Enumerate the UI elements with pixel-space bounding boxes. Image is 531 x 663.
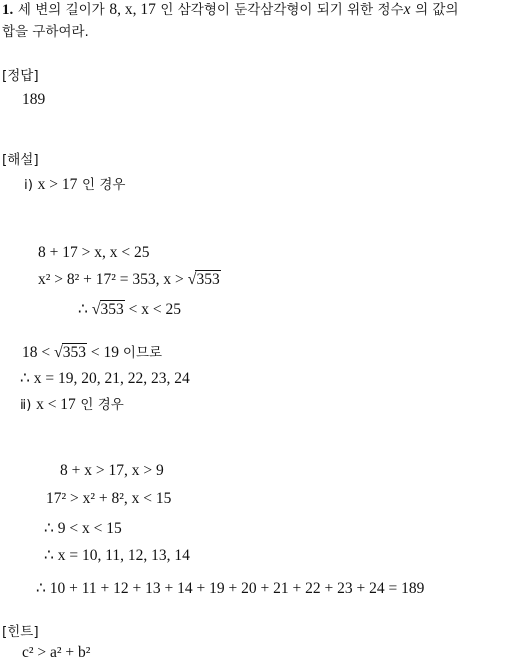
problem-line-1 — [2, 0, 459, 20]
problem-text-2: 인 삼각형이 둔각삼각형이 되기 위한 정수 — [160, 2, 404, 18]
sqrt-symbol: √353 — [54, 344, 87, 361]
case1-eq2 — [38, 270, 221, 290]
sqrt-symbol: √353 — [91, 301, 124, 318]
sqrt-symbol: √353 — [187, 271, 220, 288]
case1-eq3-text: < x < 25 — [128, 301, 182, 318]
range-text: 이므로 — [122, 345, 163, 361]
range-line — [22, 343, 162, 363]
case2-eq2: 17² > x² + 8², x < 15 — [46, 490, 172, 507]
radicand: 353 — [196, 271, 220, 288]
case2-eq1: 8 + x > 17, x > 9 — [60, 462, 164, 479]
therefore-symbol: ∴ — [78, 301, 88, 318]
case1-eq1: 8 + 17 > x, x < 25 — [38, 244, 150, 261]
sum-line: ∴ 10 + 11 + 12 + 13 + 14 + 19 + 20 + 21 + 22 + 23 + 24 = 189 — [36, 580, 425, 597]
problem-sides: 8, x, 17 — [109, 1, 156, 18]
case2-text: 인 경우 — [80, 397, 124, 413]
solution-heading: [해설] — [2, 152, 39, 168]
case1-label: ⅰ) — [24, 177, 34, 193]
case2-label: ⅱ) — [20, 397, 32, 413]
case1-heading — [24, 175, 125, 195]
case1-cond: x > 17 — [37, 176, 78, 193]
range-post: < 19 — [90, 344, 120, 361]
problem-text-3: 의 값의 — [415, 2, 459, 18]
case1-result: ∴ x = 19, 20, 21, 22, 23, 24 — [20, 370, 190, 387]
problem-number: 1. — [2, 2, 14, 18]
answer-heading: [정답] — [2, 68, 39, 84]
hint-formula: c² > a² + b² — [22, 644, 91, 661]
case2-eq3: ∴ 9 < x < 15 — [44, 520, 122, 537]
case1-eq3 — [78, 300, 181, 320]
case2-cond: x < 17 — [36, 396, 76, 413]
hint-heading: [힌트] — [2, 624, 39, 640]
problem-text-1: 세 변의 길이가 — [17, 2, 105, 18]
problem-var: x — [403, 1, 411, 18]
case2-eq4: ∴ x = 10, 11, 12, 13, 14 — [44, 547, 190, 564]
radicand: 353 — [100, 301, 124, 318]
range-pre: 18 < — [22, 344, 51, 361]
radicand: 353 — [62, 344, 87, 361]
case2-heading — [20, 395, 124, 415]
problem-line-2: 합을 구하여라. — [2, 24, 89, 40]
answer-value: 189 — [22, 91, 46, 108]
case1-eq2-text: x² > 8² + 17² = 353, x > — [38, 271, 184, 288]
case1-text: 인 경우 — [82, 177, 126, 193]
